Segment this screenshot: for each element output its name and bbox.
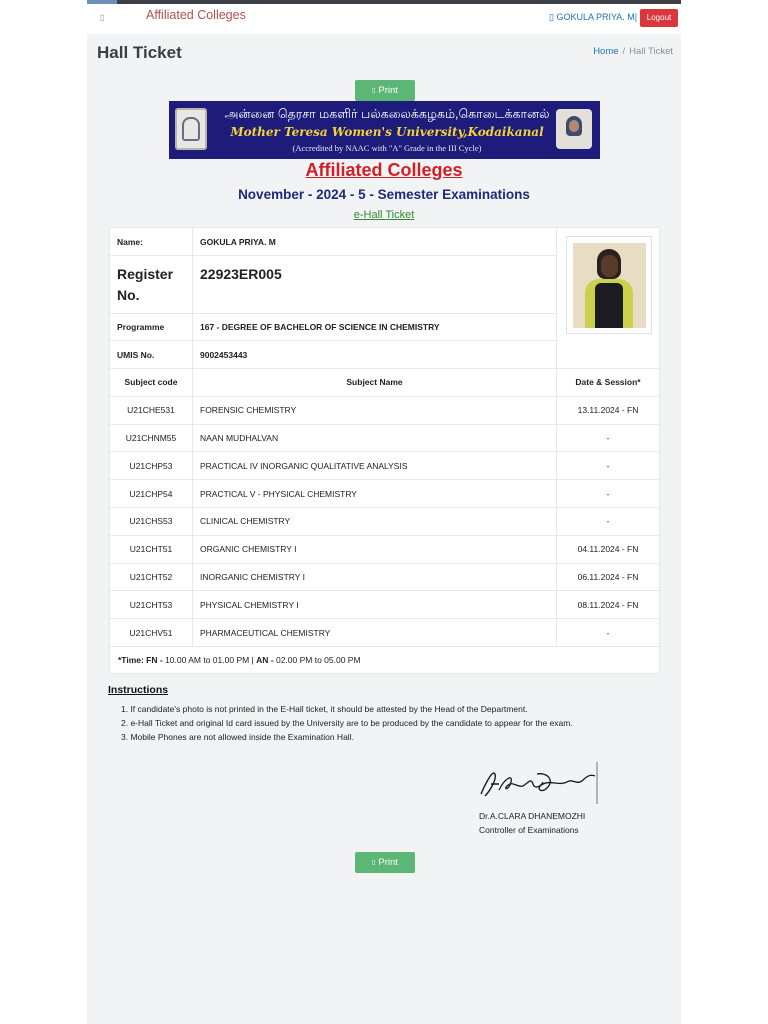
subject-code: U21CHP54: [110, 480, 193, 508]
controller-role: Controller of Examinations: [479, 825, 579, 835]
ticket-heading: Affiliated Colleges: [305, 160, 463, 180]
breadcrumb: [593, 46, 673, 57]
subject-date: -: [557, 619, 660, 647]
subject-code: U21CHP53: [110, 452, 193, 480]
page-title: Hall Ticket: [97, 43, 182, 62]
controller-signature: [477, 760, 602, 806]
brand-title[interactable]: Affiliated Colleges: [146, 8, 246, 22]
col-subject-code: Subject code: [110, 369, 193, 397]
eticket-label: e-Hall Ticket: [353, 209, 415, 221]
subject-name: PRACTICAL V - PHYSICAL CHEMISTRY: [193, 480, 557, 508]
subject-date: -: [557, 507, 660, 535]
table-row: [110, 591, 660, 619]
table-row: [110, 480, 660, 508]
instruction-item: 1. If candidate's photo is not printed in the E-Hall ticket, it should be attested by the Head of the Department.: [121, 704, 528, 714]
banner-english-name: Mother Teresa Women's University,Kodaikanal: [230, 125, 544, 139]
subject-name: PHARMACEUTICAL CHEMISTRY: [193, 619, 557, 647]
table-row: [110, 563, 660, 591]
instruction-item: 3. Mobile Phones are not allowed inside the Examination Hall.: [121, 732, 354, 742]
photo-cell: [557, 228, 660, 369]
subject-code: U21CHT51: [110, 535, 193, 563]
subject-date: -: [557, 480, 660, 508]
table-row: [110, 452, 660, 480]
register-number: 22923ER005: [193, 256, 557, 314]
subject-date: 08.11.2024 - FN: [557, 591, 660, 619]
subject-date: 13.11.2024 - FN: [557, 396, 660, 424]
breadcrumb-home-link[interactable]: Home: [593, 46, 619, 57]
subject-name: NAAN MUDHALVAN: [193, 424, 557, 452]
subject-date: -: [557, 452, 660, 480]
instructions-title: Instructions: [108, 684, 169, 696]
print-button-top[interactable]: [355, 80, 415, 101]
university-banner: [169, 101, 600, 159]
umis-label: UMIS No.: [110, 341, 193, 369]
subject-code: U21CHT52: [110, 563, 193, 591]
info-row-name: [110, 228, 660, 256]
user-menu[interactable]: ▯ GOKULA PRIYA. M|: [549, 12, 638, 22]
programme-label: Programme: [110, 314, 193, 341]
print-label: Print: [378, 857, 398, 868]
subject-code: U21CHNM55: [110, 424, 193, 452]
exam-title: November - 2024 - 5 - Semester Examinations: [238, 187, 530, 202]
subjects-table: [109, 368, 660, 647]
subject-name: ORGANIC CHEMISTRY I: [193, 535, 557, 563]
table-row: [110, 535, 660, 563]
time-fn: 10.00 AM to 01.00 PM |: [162, 655, 257, 665]
subject-name: PRACTICAL IV INORGANIC QUALITATIVE ANALYSIS: [193, 452, 557, 480]
app-window: [87, 0, 681, 1024]
register-label: Register No.: [110, 256, 193, 314]
instructions-list: [108, 702, 668, 744]
mother-teresa-portrait-icon: [556, 109, 592, 149]
menu-toggle-icon[interactable]: ▯: [100, 13, 105, 22]
subject-code: U21CHE531: [110, 396, 193, 424]
session-timing-note: [109, 646, 660, 674]
student-name: GOKULA PRIYA. M: [193, 228, 557, 256]
subject-name: INORGANIC CHEMISTRY I: [193, 563, 557, 591]
print-icon: ▯: [372, 88, 376, 94]
subject-name: CLINICAL CHEMISTRY: [193, 507, 557, 535]
subject-date: 04.11.2024 - FN: [557, 535, 660, 563]
time-an-label: AN -: [256, 655, 274, 665]
print-label: Print: [378, 85, 398, 96]
programme-value: 167 - DEGREE OF BACHELOR OF SCIENCE IN CHEMISTRY: [193, 314, 557, 341]
breadcrumb-current: Hall Ticket: [629, 46, 673, 57]
breadcrumb-separator: /: [622, 46, 626, 57]
subjects-header-row: [110, 369, 660, 397]
subject-name: FORENSIC CHEMISTRY: [193, 396, 557, 424]
name-label: Name:: [110, 228, 193, 256]
subject-name: PHYSICAL CHEMISTRY I: [193, 591, 557, 619]
subject-code: U21CHV51: [110, 619, 193, 647]
table-row: [110, 619, 660, 647]
print-icon: ▯: [372, 860, 376, 866]
print-button-bottom[interactable]: [355, 852, 415, 873]
university-logo-icon: [175, 108, 207, 150]
student-info-table: [109, 227, 660, 369]
navbar: [87, 4, 681, 34]
table-row: [110, 424, 660, 452]
controller-name: Dr.A.CLARA DHANEMOZHI: [479, 811, 586, 821]
col-subject-name: Subject Name: [193, 369, 557, 397]
time-prefix: *Time: FN -: [118, 655, 163, 665]
table-row: [110, 396, 660, 424]
banner-accreditation: (Accredited by NAAC with "A" Grade in the III Cycle): [292, 143, 482, 153]
subject-code: U21CHS53: [110, 507, 193, 535]
banner-tamil-name: அன்னை தெரசா மகளிர் பல்கலைக்கழகம்,கொடைக்கானல்: [224, 107, 550, 121]
instruction-item: 2. e-Hall Ticket and original Id card issued by the University are to be produced by the candidate to appear for the exam.: [121, 718, 573, 728]
time-an: 02.00 PM to 05.00 PM: [273, 655, 361, 665]
subject-code: U21CHT53: [110, 591, 193, 619]
umis-value: 9002453443: [193, 341, 557, 369]
subject-date: 06.11.2024 - FN: [557, 563, 660, 591]
table-row: [110, 507, 660, 535]
subject-date: -: [557, 424, 660, 452]
logout-button[interactable]: Logout: [640, 9, 678, 27]
student-photo: [566, 236, 652, 334]
col-date-session: Date & Session*: [557, 369, 660, 397]
